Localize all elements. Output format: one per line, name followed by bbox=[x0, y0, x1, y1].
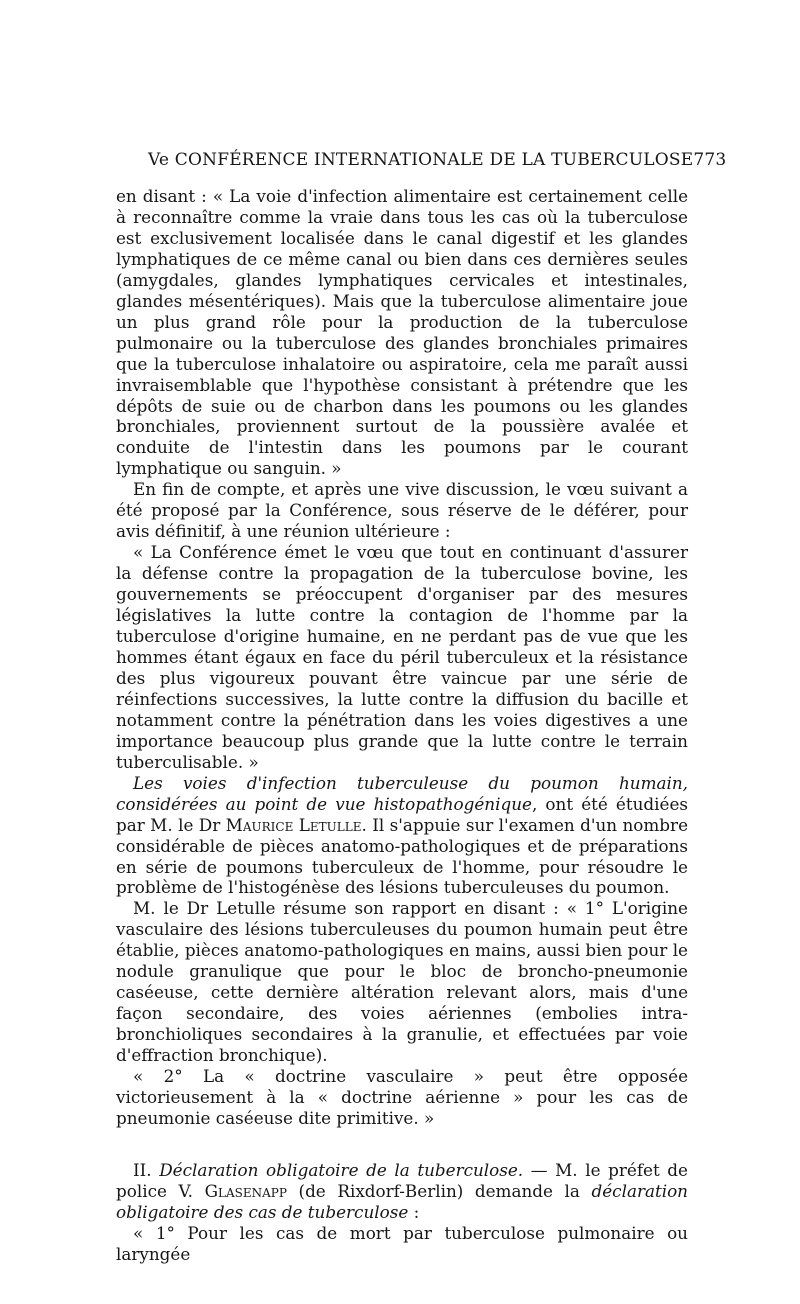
letulle-intro-mid: , ont été étudiées par M. le Dr bbox=[116, 793, 689, 835]
section-number: II. bbox=[133, 1159, 160, 1180]
section-ii-mid: — M. le préfet de police V. bbox=[116, 1159, 688, 1201]
page-number: 773 bbox=[693, 150, 727, 170]
paragraph-quote-end: en disant : « La voie d'infection alimentaire est certainement celle à reconnaître comme la vraie dans tous les cas où la tuberculose est exclusivement localisée dans le canal digestif et les glandes lymphatiques de ce même canal ou bien dans ces dernières seules (amygdales, glandes lymphatiques cervicales et intestinales, glandes mésentériques). Mais que la tuberculose alimentaire joue un plus grand rôle pour la production de la tuberculose pulmonaire ou la tuberculose des glandes bronchiales primaires que la tuberculose inhalatoire ou aspiratoire, cela me paraît aussi invraisemblable que l'hypothèse consistant à prétendre que les dépôts de suie ou de charbon dans les poumons ou les glandes bronchiales, proviennent surtout de la poussière avalée et conduite de l'intestin dans les poumons par le courant lymphatique ou sanguin. » bbox=[116, 186, 688, 479]
paragraph-letulle-summary: M. le Dr Letulle résume son rapport en disant : « 1° L'origine vasculaire des lésions tuberculeuses du poumon humain peut être établie, pièces anatomo-pathologiques en mains, aussi bien pour le nodule granulique que pour le bloc de broncho-pneumonie caséeuse, cette dernière altération relevant alors, mais d'une façon secondaire, des voies aériennes (embolies intra-bronchioliques secondaires à la granulie, et effectuées par voie d'effraction bronchique). bbox=[116, 898, 688, 1066]
author-name-glasenapp: Glasenapp bbox=[204, 1180, 287, 1201]
paragraph-vascular-doctrine: « 2° La « doctrine vasculaire » peut être opposée victorieusement à la « doctrine aérienne » pour les cas de pneumonie caséeuse dite primitive. » bbox=[116, 1066, 688, 1128]
section-ii-end: : bbox=[408, 1201, 420, 1222]
running-head-title: Ve CONFÉRENCE INTERNATIONALE DE LA TUBERCULOSE bbox=[148, 150, 694, 170]
section-ii-mid2: (de Rixdorf-Berlin) demande la bbox=[286, 1180, 592, 1201]
author-name-letulle: Maurice Letulle bbox=[225, 814, 362, 835]
paragraph-section-ii bbox=[116, 1160, 688, 1223]
paragraph-letulle-intro bbox=[116, 773, 688, 899]
letulle-report-title: Les voies d'infection tuberculeuse du poumon humain, considérées au point de vue histopathogénique bbox=[116, 772, 688, 814]
paragraph-resolution: « La Conférence émet le vœu que tout en continuant d'assurer la défense contre la propagation de la tuberculose bovine, les gouvernements se préoccupent d'organiser par des mesures législatives la lutte contre la contagion de l'homme par la tuberculose d'origine humaine, en ne perdant pas de vue que les hommes étant égaux en face du péril tuberculeux et la résistance des plus vigoureux pouvant être vaincue par une série de réinfections successives, la lutte contre la diffusion du bacille et notamment contre la pénétration dans les voies digestives a une importance beaucoup plus grande que la lutte contre le terrain tuberculisable. » bbox=[116, 542, 688, 772]
body-text bbox=[116, 186, 688, 1265]
section-ii-emphasis: déclaration obligatoire des cas de tuberculose bbox=[116, 1180, 688, 1222]
letulle-intro-rest: . Il s'appuie sur l'examen d'un nombre considérable de pièces anatomo-pathologiques et de préparations en série de poumons tuberculeux de l'homme, pour résoudre le problème de l'histogénèse des lésions tuberculeuses du poumon. bbox=[116, 814, 689, 898]
running-head bbox=[148, 150, 727, 170]
paragraph-conclusion: En fin de compte, et après une vive discussion, le vœu suivant a été proposé par la Conférence, sous réserve de le déférer, pour avis définitif, à une réunion ultérieure : bbox=[116, 479, 688, 542]
paragraph-first-point: « 1° Pour les cas de mort par tuberculose pulmonaire ou laryngée bbox=[116, 1222, 688, 1264]
section-gap bbox=[116, 1129, 688, 1160]
section-title: Déclaration obligatoire de la tuberculose. bbox=[159, 1159, 524, 1180]
